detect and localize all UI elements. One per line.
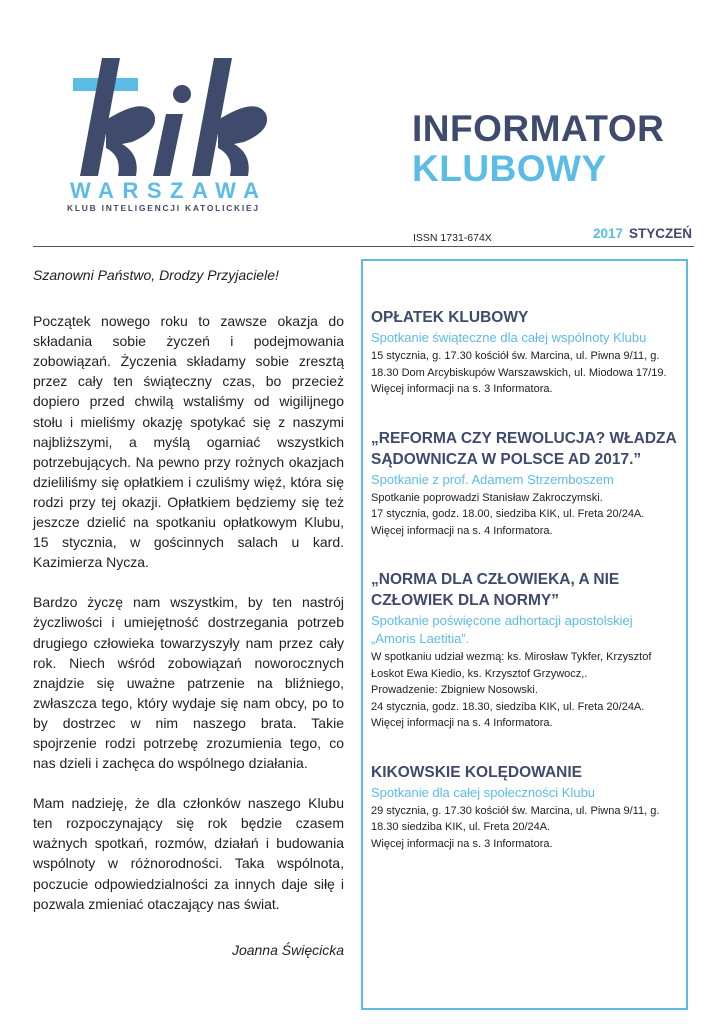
- issn: ISSN 1731-674X: [413, 232, 492, 244]
- event-title: OPŁATEK KLUBOWY: [371, 309, 529, 326]
- editor-letter: [33, 265, 344, 960]
- events-box: [361, 259, 688, 1010]
- event-detail: W spotkaniu udział wezmą: ks. Mirosław Tykfer, Krzysztof Łoskot Ewa Kiedio, ks. Krzysztof Grzywocz,.: [371, 651, 652, 680]
- event-detail: Więcej informacji na s. 3 Informatora.: [371, 837, 553, 850]
- event-title: „REFORMA CZY REWOLUCJA? WŁADZA SĄDOWNICZA W POLSCE AD 2017.”: [371, 429, 677, 468]
- event-item: [371, 307, 678, 398]
- logo-subtitle: KLUB INTELIGENCJI KATOLICKIEJ: [67, 203, 260, 213]
- event-title: KIKOWSKIE KOLĘDOWANIE: [371, 763, 582, 781]
- event-detail: Spotkanie poprowadzi Stanisław Zakroczymski.: [371, 491, 603, 504]
- event-item: [371, 762, 678, 853]
- letter-signature: Joanna Święcicka: [231, 941, 344, 958]
- event-detail: Prowadzenie: Zbigniew Nosowski.: [371, 684, 538, 696]
- event-detail: Więcej informacji na s. 4 Informatora.: [371, 524, 553, 537]
- letter-paragraph: Początek nowego roku to zawsze okazja do składania sobie życzeń i podejmowania zobowiązań. Życzenia składamy sobie zresztą przez cały ten świąteczny czas, bo przecież dopiero przed chwilą wstaliśmy od wigilijnego stołu i mieliśmy okazję spotykać się z naszymi najbliższymi, a myślą ogarniać wszystkich potrzebujących. Na pewno przy rożnych okazjach dzieliliśmy się opłatkiem i czuliśmy więź, która się rodzi przy tej okazji. Opłatkiem będziemy się też jeszcze dzielić na spotkaniu opłatkowym Klubu, 15 stycznia, w gościnnych salach u kard. Kazimierza Nycza.: [33, 313, 344, 571]
- event-detail: 17 stycznia, godz. 18.00, siedziba KIK, ul. Freta 20/24A.: [371, 508, 645, 520]
- event-detail: 24 stycznia, godz. 18.30, siedziba KIK, ul. Freta 20/24A.: [371, 700, 645, 713]
- event-detail: 29 stycznia, g. 17.30 kościół św. Marcina, ul. Piwna 9/11, g. 18.30 siedziba KIK, ul. Freta 20/24A.: [371, 804, 660, 833]
- event-subtitle: Spotkanie dla całej społeczności Klubu: [371, 784, 596, 800]
- masthead-title-line1: INFORMATOR: [412, 108, 665, 149]
- letter-paragraph: Bardzo życzę nam wszystkim, by ten nastrój życzliwości i umiejętność dostrzegania potrzeb drugiego człowieka towarzyszyły nam przez cały rok. Niech wśród zobowiązań noworocznych znajdzie się uważne patrzenie na bliźniego, zwłaszcza tego, który wydaje się nam obcy, po to by dostrzec w nim naszego brata. Takie spojrzenie rodzi potrzebę zrozumienia tego, co nas dzieli i zachęca do wspólnego działania.: [33, 594, 344, 772]
- kik-logo-mark: [62, 58, 292, 188]
- issue-year: 2017: [592, 226, 623, 241]
- event-item: [371, 428, 678, 540]
- letter-greeting: Szanowni Państwo, Drodzy Przyjaciele!: [33, 267, 279, 283]
- logo-i-dot: [173, 85, 191, 103]
- event-title: „NORMA DLA CZŁOWIEKA, A NIE CZŁOWIEK DLA NORMY”: [371, 571, 620, 609]
- issue-date: [593, 226, 692, 241]
- event-subtitle: Spotkanie z prof. Adamem Strzemboszem: [371, 471, 614, 487]
- issue-month: STYCZEŃ: [628, 226, 692, 241]
- letter-paragraph: Mam nadzieję, że dla członków naszego Klubu ten rozpoczynający się rok będzie czasem ważnych spotkań, rozmów, działań i budowania wspólnoty w różnorodności. Taka wspólnota, poczucie odpowiedzialności za innych daje siłę i pozwala zmieniać otaczający nas świat.: [33, 795, 344, 912]
- event-detail: Więcej informacji na s. 3 Informatora.: [371, 383, 553, 395]
- logo-i-stem: [153, 114, 183, 176]
- event-detail: Więcej informacji na s. 4 Informatora.: [371, 717, 553, 729]
- logo-city: WARSZAWA: [70, 178, 268, 203]
- event-detail: 15 stycznia, g. 17.30 kościół św. Marcina, ul. Piwna 9/11, g. 18.30 Dom Arcybiskupów Warszawskich, ul. Miodowa 17/19.: [371, 350, 667, 379]
- logo-k1-arm: [106, 106, 155, 176]
- header-divider: [33, 246, 694, 247]
- logo-k2-arm: [218, 106, 267, 176]
- event-item: [371, 569, 678, 732]
- event-subtitle: Spotkanie świąteczne dla całej wspólnoty Klubu: [371, 330, 647, 345]
- masthead-title-line2: KLUBOWY: [412, 148, 607, 189]
- event-subtitle: Spotkanie poświęcone adhortacji apostolskiej „Amoris Laetitia”.: [371, 613, 633, 646]
